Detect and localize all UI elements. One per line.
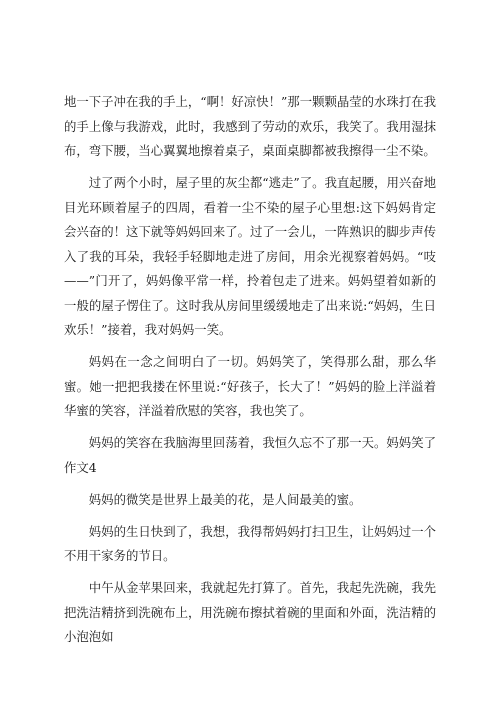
- paragraph-3: 妈妈在一念之间明白了一切。妈妈笑了，笑得那么甜，那么华蜜。她一把把我搂在怀里说:“好孩子，长大了！”妈妈的脸上洋溢着华蜜的笑容，洋溢着欣慰的笑容，我也笑了。: [64, 354, 436, 418]
- paragraph-4: 妈妈的笑容在我脑海里回荡着，我恒久忘不了那一天。妈妈笑了作文4: [64, 435, 436, 475]
- paragraph-7: 中午从金苹果回来，我就起先打算了。首先，我起先洗碗，我先把洗洁精挤到洗碗布上，用洗碗布擦拭着碗的里面和外面，洗洁精的小泡泡如: [64, 580, 436, 644]
- paragraph-5: 妈妈的微笑是世界上最美的花，是人间最美的蜜。: [88, 491, 362, 507]
- paragraph-6: 妈妈的生日快到了，我想，我得帮妈妈打扫卫生，让妈妈过一个不用干家务的节日。: [64, 523, 436, 563]
- paragraph-2: 过了两个小时，屋子里的灰尘都“逃走”了。我直起腰，用兴奋地目光环顾着屋子的四周，看着一尘不染的屋子心里想:这下妈妈肯定会兴奋的！这下就等妈妈回来了。过了一会儿，一阵熟识的脚步声传入了我的耳朵，我轻手轻脚地走进了房间，用余光视察着妈妈。“吱——”门开了，妈妈像平常一样，拎着包走了进来。妈妈望着如新的一般的屋子愣住了。这时我从房间里缓缓地走了出来说:“妈妈，生日欢乐！”接着，我对妈妈一笑。: [64, 175, 437, 337]
- paragraph-1: 地一下子冲在我的手上，“啊！好凉快！”那一颗颗晶莹的水珠打在我的手上像与我游戏，此时，我感到了劳动的欢乐，我笑了。我用湿抹布，弯下腰，当心翼翼地擦着桌子，桌面桌脚都被我擦得一尘不染。: [64, 94, 436, 158]
- document-body: [64, 90, 436, 657]
